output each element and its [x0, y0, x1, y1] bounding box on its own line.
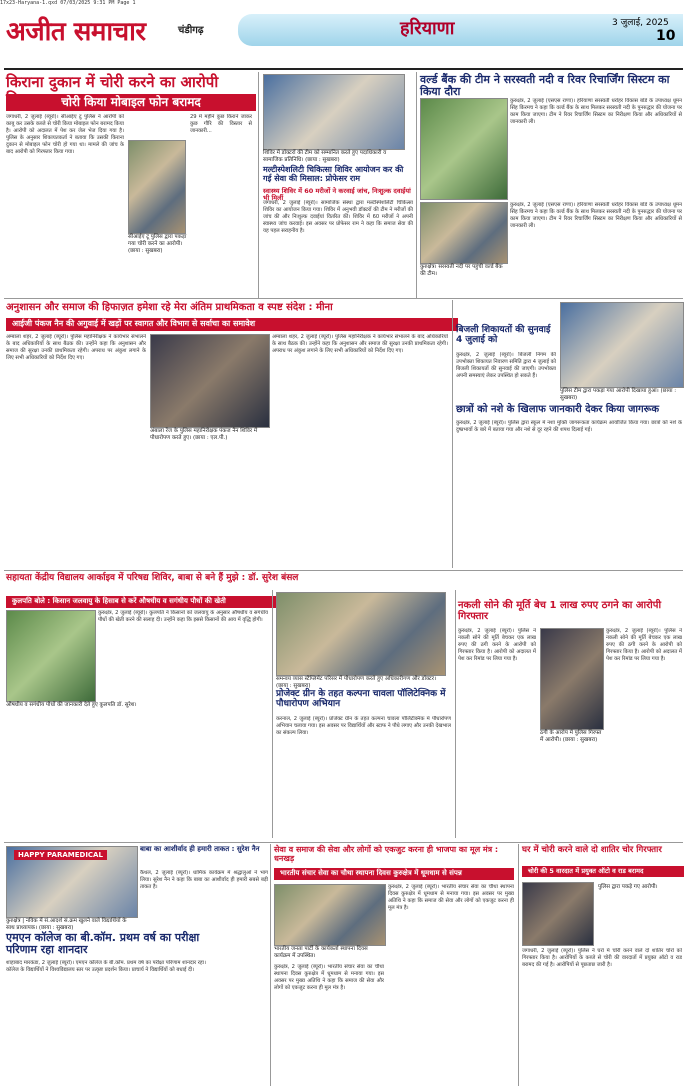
story4-body-cont: अम्बाला शहर, 2 जुलाई (ब्यूरो)। पुलिस महानिरीक्षक ने कार्यभार संभालने के बाद अधिकारियों के साथ बैठक की। उन्होंने कहा कि अनुशासन और समाज की सुरक्षा उनकी प्राथमिकता रहेगी। अपराध पर अंकुश लगाने के लिए सभी अधिकारियों को निर्देश दिए गए।: [272, 334, 448, 354]
story10-photo-caption: कुरुक्षेत्र | नविक में सं.आदर्श सं.क्रम खुलने वाले विद्यार्थियों के साथ प्राध्यापक। (छाया : सुखबरा): [6, 918, 127, 931]
column-divider: [416, 72, 417, 298]
row-divider: [4, 298, 683, 299]
story13-deck: चोरी की 5 वारदात में प्रयुक्त ऑटो व राड बरामद: [522, 866, 684, 877]
story7-photo: [6, 610, 96, 702]
logo-city: चंडीगढ़: [178, 25, 204, 36]
story7-caption: औषधीय व सगंधीय पौधों की जानकारी देते हुए कुलपति डॉ. सुरेश।: [6, 702, 137, 708]
story13-photo-caption: पुलिस द्वारा पकड़े गए आरोपी।: [598, 884, 658, 890]
story3-photo: [420, 98, 508, 200]
story8-photo: [276, 592, 446, 676]
masthead-rule: [4, 68, 683, 70]
row-divider: [4, 842, 683, 843]
story5-photo: [560, 302, 684, 388]
story12-body: कुरुक्षेत्र, 2 जुलाई (ब्यूरो)। भारतीय संचार सेवा का चौथा स्थापना दिवस कुरुक्षेत्र में धूमधाम से मनाया गया। इस अवसर पर मुख्य अतिथि ने कहा कि समाज की सेवा और लोगों को एकजुट करना ही मूल मंत्र है।: [388, 884, 514, 911]
story3-photo2: [420, 202, 508, 264]
story13-body: जगाधरी, 2 जुलाई (ब्यूरो)। पुलिस ने घरों में चोरी करने वाले दो शातिर चोरों को गिरफ्तार किया है। आरोपियों के कब्जे से चोरी की वारदातों में प्रयुक्त ऑटो व राड बरामद की गई है। आरोपियों से पूछताछ जारी है।: [522, 948, 682, 968]
story7-deck: कुलपति बोले : किसान जलवायु के हिसाब से करें औषधीय व सगंधीय पौधों की खेती: [6, 596, 280, 608]
story7-headline: सहायता केंद्रीय विद्यालय आर्काइव में परिषद्य शिविर, बाबा से बने हैं मुझे : डॉ. सुरेश बंसल: [6, 573, 299, 583]
story9-photo: [540, 628, 604, 730]
row-divider: [4, 570, 683, 571]
story1-body: जगाधरी, 2 जुलाई (ब्यूरो)। सीआईए टू पुलिस ने आरोपी को काबू कर उसके कब्जे से चोरी किया मोबाइल फोन बरामद किया है। आरोपी को अदालत में पेश कर जेल भेज दिया गया है। पुलिस के अनुसार शिकायतकर्ता ने बताया कि उसकी किराना दुकान से मोबाइल फोन चोरी हो गया था। मामले की जांच के बाद आरोपी को गिरफ्तार किया गया।: [6, 114, 124, 155]
story8-body: करनाल, 2 जुलाई (ब्यूरो)। प्रोजेक्ट ग्रीन के तहत कल्पना चावला पॉलिटेक्निक में पौधारोपण अभियान चलाया गया। इस अवसर पर विद्यार्थियों और स्टाफ ने पौधे लगाए और उनकी देखभाल का संकल्प लिया।: [276, 716, 451, 736]
column-divider: [452, 300, 453, 568]
story2-headline: मल्टीस्पेशलिटी चिकित्सा शिविर आयोजन कर की गई सेवा की मिसाल: प्रोफेसर राम: [263, 165, 404, 183]
column-divider: [258, 72, 259, 298]
story12-deck: भारतीय संचार सेवा का चौथा स्थापना दिवस कुरुक्षेत्र में धूमधाम से संपन्न: [274, 868, 514, 880]
story13-headline: घर में चोरी करने वाले दो शातिर चोर गिरफ्तार: [522, 845, 662, 855]
print-strip: 17x23-Haryana-1.qxd 07/03/2025 9:31 PM Page 1: [0, 0, 136, 6]
story1-headline: किराना दुकान में चोरी करने का आरोपी: [6, 73, 219, 91]
story13-photo: [522, 882, 594, 946]
story6-body: कुरुक्षेत्र, 2 जुलाई (ब्यूरो)। पुलिस द्वारा स्कूल में नशा मुक्ति जागरूकता कार्यक्रम आयोजित किया गया। छात्रों को नशे के दुष्प्रभावों के बारे में बताया गया और नशे से दूर रहने की शपथ दिलाई गई।: [456, 420, 682, 433]
story2-subhead: स्वास्थ्य शिविर में 60 मरीजों ने करवाई जांच, निःशुल्क दवाईयां भी मिलीं: [263, 187, 411, 203]
column-divider: [518, 844, 519, 1086]
newspaper-logo: अजीत समाचार: [6, 17, 146, 47]
story4-photo: [150, 334, 270, 428]
story11-body: कैथल, 2 जुलाई (ब्यूरो)। धार्मिक कार्यक्रम में श्रद्धालुओं ने भाग लिया। सुरेश नैन ने कहा कि बाबा का आशीर्वाद ही हमारी सबसे बड़ी ताकत है।: [140, 870, 268, 890]
story10-headline: एमएन कॉलेज का बी.कॉम. प्रथम वर्ष का परीक्षा परिणाम रहा शानदार: [6, 931, 200, 957]
story4-headline: अनुशासन और समाज की हिफाज़त हमेशा रहे मेरा अंतिम प्राथमिकता व स्पष्ट संदेश : मीना: [6, 302, 333, 313]
issue-date: 3 जुलाई, 2025: [612, 18, 669, 28]
story3-body: कुरुक्षेत्र, 2 जुलाई (एसएस राणा)। हरियाणा सरस्वती धरोहर विकास बोर्ड के उपाध्यक्ष धूमन सिंह किरमच ने कहा कि वर्ल्ड बैंक के साथ मिलकर सरस्वती नदी के पुनरुद्धार की योजना पर काम किया जाएगा। टीम ने रिवर रिचार्जिंग सिस्टम का निरीक्षण किया और अधिकारियों से जानकारी ली।: [510, 98, 682, 125]
story11-headline: बाबा का आशीर्वाद ही हमारी ताकत : सुरेश नैन: [140, 845, 260, 853]
story2-photo: [263, 74, 405, 150]
story1-photo: [128, 140, 186, 234]
banner-text: HAPPY PARAMEDICAL: [14, 850, 107, 860]
story3-body-cont: कुरुक्षेत्र, 2 जुलाई (एसएस राणा)। हरियाणा सरस्वती धरोहर विकास बोर्ड के उपाध्यक्ष धूमन सिंह किरमच ने कहा कि वर्ल्ड बैंक के साथ मिलकर सरस्वती नदी के पुनरुद्धार की योजना पर काम किया जाएगा। टीम ने रिवर रिचार्जिंग सिस्टम का निरीक्षण किया और अधिकारियों से जानकारी ली।: [510, 202, 682, 229]
story8-headline: प्रोजेक्ट ग्रीन के तहत कल्पना चावला पॉलिटेक्निक में पौधारोपण अभियान: [276, 689, 446, 709]
story8-caption: समन्वय व्यास स्टैप्लिमेंट परिसर में पौधारोपण करते हुए अधिकारीगण और डॉक्टर। (छाया : सुखबरा): [276, 676, 437, 689]
story3-caption: कुरुक्षेत्र। सरस्वती नदी पर पहुंची वर्ल्ड बैंक की टीम।: [420, 264, 503, 277]
story9-headline: नकली सोने की मूर्ति बेच 1 लाख रुपए ठगने का आरोपी गिरफ्तार: [458, 600, 662, 622]
story9-body-cont: कुरुक्षेत्र, 2 जुलाई (ब्यूरो)। पुलिस ने नकली सोने की मूर्ति बेचकर एक लाख रुपए की ठगी करने के आरोपी को गिरफ्तार किया है। आरोपी को अदालत में पेश कर रिमांड पर लिया गया है।: [606, 628, 682, 662]
story12-headline: सेवा व समाज की सेवा और लोगों को एकजुट करना ही भाजपा का मूल मंत्र : धनखड़: [274, 845, 499, 863]
column-divider: [455, 590, 456, 838]
story2-body: जगाधरी, 2 जुलाई (ब्यूरो)। सामाजिक संस्था द्वारा मल्टीस्पेशलिटी चिकित्सा शिविर का आयोजन किया गया। शिविर में अनुभवी डॉक्टरों की टीम ने मरीजों की जांच की और निःशुल्क दवाईयां वितरित कीं। शिविर में 60 मरीजों ने अपनी स्वास्थ्य जांच करवाई। इस अवसर पर प्रोफेसर राम ने कहा कि समाज सेवा की यह पहल सराहनीय है।: [263, 200, 413, 234]
story2-caption: शिविर में डॉक्टरों की टीम को सम्मानित करते हुए पदाधिकारी व सामाजिक प्रतिनिधि। (छाया : सुखबरा): [263, 150, 387, 163]
story6-headline: छात्रों को नशे के खिलाफ जानकारी देकर किया जागरूक: [456, 404, 660, 415]
story10-body: शाहाबाद मारकंडा, 2 जुलाई (ब्यूरो)। एमएन कॉलेज के बी.कॉम. प्रथम वर्ष का परीक्षा परिणाम शानदार रहा। कॉलेज के विद्यार्थियों ने विश्वविद्यालय स्तर पर उत्कृष्ट प्रदर्शन किया। प्राचार्य ने विद्यार्थियों को बधाई दी।: [6, 960, 206, 973]
column-divider: [270, 844, 271, 1086]
story4-body: अम्बाला शहर, 2 जुलाई (ब्यूरो)। पुलिस महानिरीक्षक ने कार्यभार संभालने के बाद अधिकारियों के साथ बैठक की। उन्होंने कहा कि अनुशासन और समाज की सुरक्षा उनकी प्राथमिकता रहेगी। अपराध पर अंकुश लगाने के लिए सभी अधिकारियों को निर्देश दिए गए।: [6, 334, 146, 361]
story4-deck: आईजी पंकज नैन की अगुवाई में खड़ों पर स्वागत और विभाग से सर्वाचा का समावेश: [6, 318, 458, 331]
story9-body: कुरुक्षेत्र, 2 जुलाई (ब्यूरो)। पुलिस ने नकली सोने की मूर्ति बेचकर एक लाख रुपए की ठगी करने के आरोपी को गिरफ्तार किया है। आरोपी को अदालत में पेश कर रिमांड पर लिया गया है।: [458, 628, 536, 662]
story12-photo-caption: भारतीय जनता पार्टी के कार्यकर्ता स्थापना दिवस कार्यक्रम में उपस्थित।: [274, 946, 368, 959]
story5-headline: बिजली शिकायतों की सुनवाई 4 जुलाई को: [456, 325, 551, 345]
story12-body-cont: कुरुक्षेत्र, 2 जुलाई (ब्यूरो)। भारतीय संचार सेवा का चौथा स्थापना दिवस कुरुक्षेत्र में धूमधाम से मनाया गया। इस अवसर पर मुख्य अतिथि ने कहा कि समाज की सेवा और लोगों को एकजुट करना ही मूल मंत्र है।: [274, 964, 384, 991]
column-divider: [272, 590, 273, 838]
story5-caption: पुलिस टीम द्वारा पकड़ा गया आरोपी दिखाया हुआ। (छाया : सुखबरा): [560, 388, 677, 401]
story12-photo: [274, 884, 386, 946]
story4-caption: अंबाला रेंज के पुलिस महानिरीक्षक पंकज नैन शिविर में पौधारोपण करते हुए। (छाया : एल.पी.): [150, 428, 258, 441]
page-number: 10: [656, 28, 676, 44]
story1-body2: 29 मे महीने कुछ किराने जाकर कुछ गौरि की विस्तार से जानकारी...: [190, 114, 252, 134]
story1-deck: चोरी किया मोबाइल फोन बरामद: [6, 94, 256, 111]
story9-caption: ठगी के आरोप में पुलिस गिरफ्त में आरोपी। (छाया : सुखबरा): [540, 730, 602, 743]
story5-body: कुरुक्षेत्र, 2 जुलाई (ब्यूरो)। बिजली निगम की उपभोक्ता शिकायत निवारण समिति द्वारा 4 जुलाई को बिजली शिकायतों की सुनवाई की जाएगी। उपभोक्ता अपनी समस्याएं लेकर उपस्थित हो सकते हैं।: [456, 352, 556, 379]
story1-caption: सीआईए टू पुलिस द्वारा पकड़ा गया चोरी करने का आरोपी। (छाया : सुखबरा): [128, 234, 187, 254]
section-title: हरियाणा: [400, 18, 455, 39]
story7-body: कुरुक्षेत्र, 2 जुलाई (ब्यूरो)। कुलपति ने किसानों को जलवायु के अनुसार औषधीय व सगंधीय पौधों की खेती करने की सलाह दी। उन्होंने कहा कि इससे किसानों की आय में वृद्धि होगी।: [98, 610, 268, 623]
story3-headline: वर्ल्ड बैंक की टीम ने सरस्वती नदी व रिवर रिचार्जिंग सिस्टम का किया दौरा: [420, 73, 670, 99]
